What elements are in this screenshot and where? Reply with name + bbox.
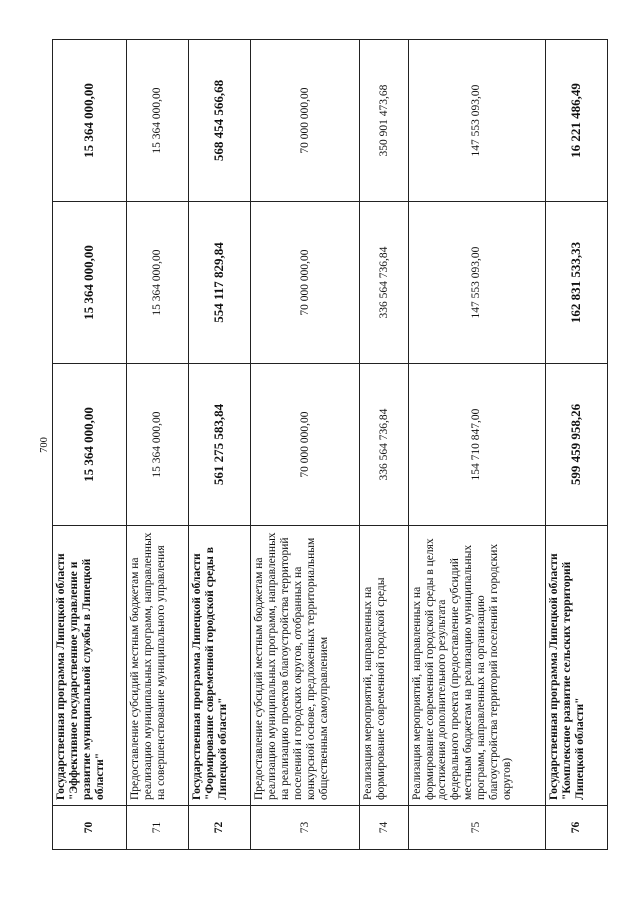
row-number: 71 [126, 806, 188, 850]
rotated-table-container [52, 40, 608, 850]
row-number: 70 [53, 806, 127, 850]
amount-col-1: 70 000 000,00 [251, 364, 360, 526]
row-number: 73 [251, 806, 360, 850]
program-name: Предоставление субсидий местным бюджетам на реализацию муниципальных программ, направленных на совершенствование муниципального управления [126, 526, 188, 806]
amount-col-2: 147 553 093,00 [408, 202, 545, 364]
amount-col-1: 15 364 000,00 [126, 364, 188, 526]
table-row [189, 40, 251, 850]
table-row [251, 40, 360, 850]
row-number: 72 [189, 806, 251, 850]
row-number: 76 [545, 806, 607, 850]
amount-col-3: 350 901 473,68 [360, 40, 408, 202]
row-number: 74 [360, 806, 408, 850]
amount-col-2: 336 564 736,84 [360, 202, 408, 364]
budget-table-body [53, 40, 608, 850]
amount-col-2: 162 831 533,33 [545, 202, 607, 364]
table-row [360, 40, 408, 850]
program-name: Государственная программа Липецкой области "Формирование современной городской среды в Липецкой области" [189, 526, 251, 806]
amount-col-2: 15 364 000,00 [53, 202, 127, 364]
amount-col-1: 154 710 847,00 [408, 364, 545, 526]
table-row [126, 40, 188, 850]
amount-col-3: 70 000 000,00 [251, 40, 360, 202]
budget-table [52, 39, 608, 850]
program-name: Реализация мероприятий, направленных на формирование современной городской среды в целях достижения дополнительного результата федерального проекта (предоставление субсидий местным бюджетам на реализацию муниципальных программ, направленных на организацию благоустройства территорий поселений и городских округов) [408, 526, 545, 806]
program-name: Реализация мероприятий, направленных на формирование современной городской среды [360, 526, 408, 806]
row-number: 75 [408, 806, 545, 850]
amount-col-3: 15 364 000,00 [126, 40, 188, 202]
amount-col-1: 599 459 958,26 [545, 364, 607, 526]
amount-col-2: 554 117 829,84 [189, 202, 251, 364]
amount-col-1: 15 364 000,00 [53, 364, 127, 526]
table-row [408, 40, 545, 850]
program-name: Государственная программа Липецкой области "Эффективное государственное управление и развитие муниципальной службы в Липецкой области" [53, 526, 127, 806]
amount-col-2: 15 364 000,00 [126, 202, 188, 364]
amount-col-3: 16 221 486,49 [545, 40, 607, 202]
table-row [545, 40, 607, 850]
table-row [53, 40, 127, 850]
amount-col-3: 147 553 093,00 [408, 40, 545, 202]
amount-col-3: 568 454 566,68 [189, 40, 251, 202]
program-name: Государственная программа Липецкой области "Комплексное развитие сельских территорий Липецкой области" [545, 526, 607, 806]
page-number: 700 [39, 437, 50, 453]
amount-col-1: 336 564 736,84 [360, 364, 408, 526]
program-name: Предоставление субсидий местным бюджетам на реализацию муниципальных программ, направленных на реализацию проектов благоустройства территорий поселений и городских округов, отобранных на конкурсной основе, предложенных территориальным общественным самоуправлением [251, 526, 360, 806]
amount-col-1: 561 275 583,84 [189, 364, 251, 526]
amount-col-2: 70 000 000,00 [251, 202, 360, 364]
amount-col-3: 15 364 000,00 [53, 40, 127, 202]
